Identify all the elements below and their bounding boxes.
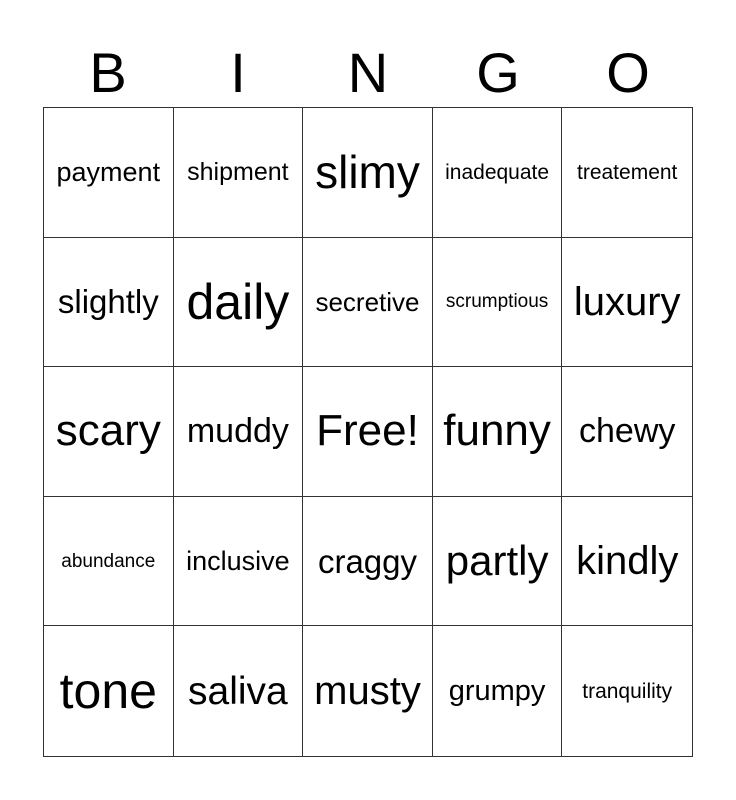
bingo-cell[interactable]: slightly bbox=[44, 238, 174, 368]
bingo-cell[interactable]: partly bbox=[433, 497, 563, 627]
header-letter-i: I bbox=[230, 41, 246, 104]
bingo-cell[interactable]: scrumptious bbox=[433, 238, 563, 368]
bingo-cell[interactable]: secretive bbox=[303, 238, 433, 368]
bingo-cell[interactable]: chewy bbox=[562, 367, 692, 497]
bingo-cell[interactable]: inclusive bbox=[174, 497, 304, 627]
bingo-cell[interactable]: luxury bbox=[562, 238, 692, 368]
bingo-header bbox=[43, 40, 693, 106]
header-letter-g: G bbox=[476, 41, 520, 104]
bingo-cell[interactable]: abundance bbox=[44, 497, 174, 627]
bingo-cell[interactable]: funny bbox=[433, 367, 563, 497]
free-space-cell[interactable]: Free! bbox=[303, 367, 433, 497]
bingo-cell[interactable]: scary bbox=[44, 367, 174, 497]
bingo-cell[interactable]: muddy bbox=[174, 367, 304, 497]
header-letter-o: O bbox=[606, 41, 650, 104]
bingo-cell[interactable]: treatement bbox=[562, 108, 692, 238]
bingo-cell[interactable]: grumpy bbox=[433, 626, 563, 756]
bingo-cell[interactable]: saliva bbox=[174, 626, 304, 756]
bingo-cell[interactable]: daily bbox=[174, 238, 304, 368]
bingo-cell[interactable]: inadequate bbox=[433, 108, 563, 238]
bingo-cell[interactable]: musty bbox=[303, 626, 433, 756]
bingo-cell[interactable]: payment bbox=[44, 108, 174, 238]
bingo-cell[interactable]: tranquility bbox=[582, 679, 673, 703]
bingo-cell[interactable]: kindly bbox=[562, 497, 692, 627]
bingo-cell[interactable]: tone bbox=[44, 626, 174, 756]
bingo-cell[interactable]: slimy bbox=[303, 108, 433, 238]
bingo-card-grid bbox=[43, 107, 693, 757]
bingo-cell[interactable]: shipment bbox=[174, 108, 304, 238]
bingo-cell[interactable]: craggy bbox=[303, 497, 433, 627]
header-letter-n: N bbox=[347, 41, 389, 104]
header-letter-b: B bbox=[89, 41, 127, 104]
